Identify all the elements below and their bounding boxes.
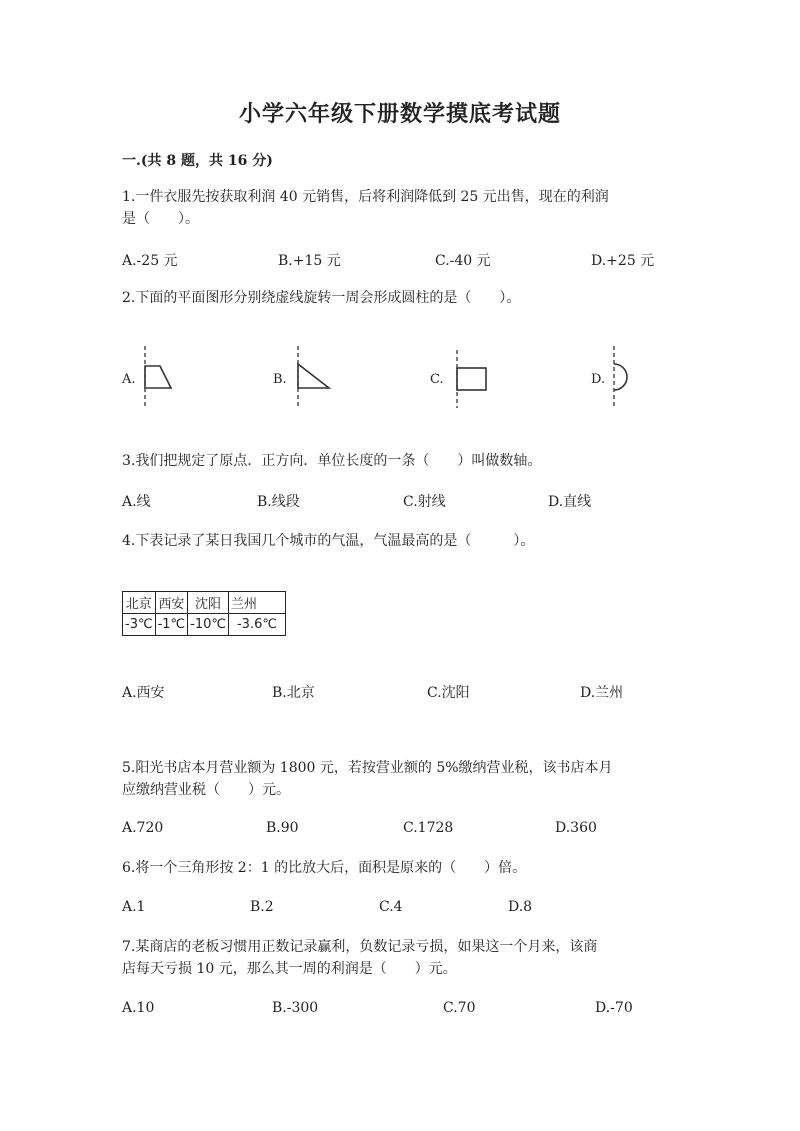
q2-option-a[interactable]: A. bbox=[122, 372, 136, 387]
q3-option-d[interactable]: D.直线 bbox=[548, 494, 592, 510]
question-5-line-2: 应缴纳营业税（ ）元。 bbox=[122, 782, 290, 798]
trapezoid-icon bbox=[138, 346, 178, 408]
table-cell: -1℃ bbox=[155, 614, 188, 636]
question-2-text: 2.下面的平面图形分别绕虚线旋转一周会形成圆柱的是（ ）。 bbox=[122, 290, 521, 306]
table-cell: 兰州 bbox=[228, 592, 285, 614]
q3-option-c[interactable]: C.射线 bbox=[403, 494, 446, 510]
q2-option-d[interactable]: D. bbox=[591, 372, 606, 387]
q5-option-c[interactable]: C.1728 bbox=[403, 820, 454, 836]
q6-option-a[interactable]: A.1 bbox=[122, 899, 146, 915]
q1-option-a[interactable]: A.-25 元 bbox=[122, 253, 178, 269]
question-3-text: 3.我们把规定了原点．正方向．单位长度的一条（ ）叫做数轴。 bbox=[122, 453, 542, 469]
q1-option-d[interactable]: D.+25 元 bbox=[591, 253, 655, 269]
q7-option-c[interactable]: C.70 bbox=[443, 1000, 476, 1016]
q4-option-a[interactable]: A.西安 bbox=[122, 685, 165, 701]
q3-option-a[interactable]: A.线 bbox=[122, 494, 151, 510]
q6-option-d[interactable]: D.8 bbox=[508, 899, 533, 915]
q5-option-d[interactable]: D.360 bbox=[555, 820, 597, 836]
q2-option-b[interactable]: B. bbox=[273, 372, 287, 387]
table-row-cities bbox=[123, 592, 286, 614]
right-triangle-icon bbox=[291, 346, 333, 408]
question-7-line-2: 店每天亏损 10 元，那么其一周的利润是（ ）元。 bbox=[122, 961, 457, 977]
q7-option-a[interactable]: A.10 bbox=[122, 1000, 155, 1016]
q4-option-b[interactable]: B.北京 bbox=[272, 685, 315, 701]
question-6-text: 6.将一个三角形按 2：1 的比放大后，面积是原来的（ ）倍。 bbox=[122, 860, 527, 876]
table-cell: -10℃ bbox=[188, 614, 229, 636]
table-row-temps bbox=[123, 614, 286, 636]
table-cell: 沈阳 bbox=[188, 592, 229, 614]
question-7-line-1: 7.某商店的老板习惯用正数记录赢利，负数记录亏损，如果这一个月来，该商 bbox=[122, 939, 598, 955]
question-5-line-1: 5.阳光书店本月营业额为 1800 元，若按营业额的 5%缴纳营业税，该书店本月 bbox=[122, 760, 613, 776]
q3-option-b[interactable]: B.线段 bbox=[257, 494, 300, 510]
semicircle-icon bbox=[608, 346, 640, 408]
q1-option-b[interactable]: B.+15 元 bbox=[278, 253, 341, 269]
q7-option-d[interactable]: D.-70 bbox=[595, 1000, 633, 1016]
q1-option-c[interactable]: C.-40 元 bbox=[435, 253, 491, 269]
page-title: 小学六年级下册数学摸底考试题 bbox=[238, 101, 561, 127]
table-cell: -3℃ bbox=[123, 614, 156, 636]
question-4-text: 4.下表记录了某日我国几个城市的气温，气温最高的是（ ）。 bbox=[122, 533, 535, 549]
q6-option-c[interactable]: C.4 bbox=[379, 899, 403, 915]
q7-option-b[interactable]: B.-300 bbox=[272, 1000, 319, 1016]
question-1-line-2: 是（ ）。 bbox=[122, 211, 199, 227]
q5-option-b[interactable]: B.90 bbox=[266, 820, 299, 836]
table-cell: -3.6℃ bbox=[228, 614, 285, 636]
q4-option-d[interactable]: D.兰州 bbox=[580, 685, 624, 701]
q5-option-a[interactable]: A.720 bbox=[122, 820, 164, 836]
temperature-table bbox=[122, 591, 286, 636]
table-cell: 西安 bbox=[155, 592, 188, 614]
q4-option-c[interactable]: C.沈阳 bbox=[427, 685, 470, 701]
q6-option-b[interactable]: B.2 bbox=[250, 899, 274, 915]
section-header: 一.(共 8 题，共 16 分) bbox=[122, 153, 273, 169]
question-1-line-1: 1.一件衣服先按获取利润 40 元销售，后将利润降低到 25 元出售，现在的利润 bbox=[122, 189, 609, 205]
q2-option-c[interactable]: C. bbox=[430, 372, 444, 387]
table-cell: 北京 bbox=[123, 592, 156, 614]
rectangle-icon bbox=[450, 350, 490, 408]
